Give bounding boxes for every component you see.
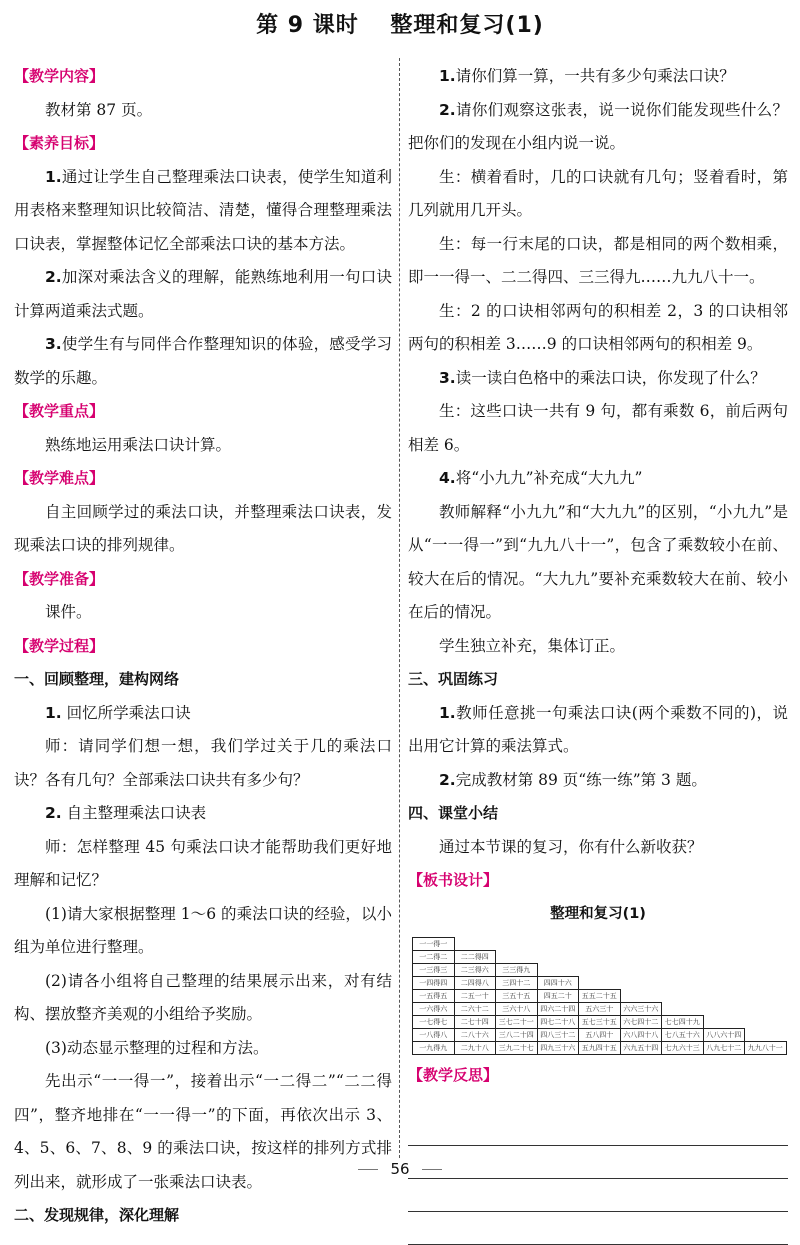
board-cell: 三四十二: [495, 976, 538, 990]
left-column: [14, 60, 392, 1233]
board-cell: 一八得八: [412, 1028, 455, 1042]
question-3: [408, 362, 788, 396]
board-cell: 五八四十: [578, 1028, 621, 1042]
difficulty-text: 自主回顾学过的乘法口诀，并整理乘法口诀表，发现乘法口诀的排列规律。: [14, 502, 392, 554]
step-2-b: (2)请各小组将自己整理的结果展示出来，对有结构、摆放整齐美观的小组给予奖励。: [14, 971, 392, 1023]
section-tag-board: 【板书设计】: [408, 871, 499, 889]
question-4-number: 4.: [439, 469, 456, 487]
exercise-1-text: 教师任意挑一句乘法口诀(两个乘数不同的)，说出用它计算的乘法算式。: [408, 703, 788, 755]
board-cell: 六九五十四: [620, 1041, 663, 1055]
section-tag-reflection: 【教学反思】: [408, 1066, 499, 1084]
board-cell: 三七二十一: [495, 1015, 538, 1029]
board-cell: 八九七十二: [703, 1041, 746, 1055]
summary-text: 通过本节课的复习，你有什么新收获？: [439, 837, 703, 856]
step-2-a: (1)请大家根据整理 1～6 的乘法口诀的经验，以小组为单位进行整理。: [14, 904, 392, 956]
goal-2-number: 2.: [45, 268, 62, 286]
board-cell: 一四得四: [412, 976, 455, 990]
board-cell: 四五二十: [537, 989, 580, 1003]
board-cell: 一一得一: [412, 937, 455, 951]
section-tag-difficulty: 【教学难点】: [14, 469, 105, 487]
key-text: 熟练地运用乘法口诀计算。: [45, 435, 232, 454]
footer-dash: [358, 1169, 378, 1170]
board-cell: 六六三十六: [620, 1002, 663, 1016]
board-cell: 六七四十二: [620, 1015, 663, 1029]
board-cell: 三八二十四: [495, 1028, 538, 1042]
goal-3: [14, 328, 392, 395]
writing-line: [408, 1179, 788, 1212]
board-cell: 三三得九: [495, 963, 538, 977]
board-cell: 五六三十: [578, 1002, 621, 1016]
board-cell: 一三得三: [412, 963, 455, 977]
board-cell: 二三得六: [454, 963, 497, 977]
answer-2: 生：每一行末尾的口诀，都是相同的两个数相乘，即一一得一、二二得四、三三得九……九九八十一。: [408, 234, 788, 286]
board-cell: 三五十五: [495, 989, 538, 1003]
board-cell: 四七二十八: [537, 1015, 580, 1029]
multiplication-table-board: [408, 937, 788, 1057]
goal-1-text: 通过让学生自己整理乘法口诀表，使学生知道利用表格来整理知识比较简洁、清楚，懂得合理整理乘法口诀表，掌握整体记忆全部乘法口诀的基本方法。: [14, 167, 392, 253]
step-2-number: 2.: [45, 804, 62, 822]
exercise-2-number: 2.: [439, 770, 456, 789]
board-cell: 二八十六: [454, 1028, 497, 1042]
section-tag-prep: 【教学准备】: [14, 569, 105, 588]
step-1-heading: [14, 697, 392, 731]
goal-1: [14, 161, 392, 262]
student-practice: 学生独立补充，集体订正。: [439, 636, 626, 655]
board-cell: 八八六十四: [703, 1028, 746, 1042]
section-heading-2: 二、发现规律，深化理解: [14, 1206, 180, 1224]
section-tag-content: 【教学内容】: [14, 67, 105, 85]
content-text: 教材第 87 页。: [45, 100, 153, 119]
question-2-text: 请你们观察这张表，说一说你们能发现些什么？把你们的发现在小组内说一说。: [408, 100, 788, 152]
exercise-1: [408, 697, 788, 764]
footer-dash: [422, 1169, 442, 1170]
question-4: [408, 462, 788, 496]
goal-2-text: 加深对乘法含义的理解，能熟练地利用一句口诀计算两道乘法式题。: [14, 268, 392, 320]
prep-text: 课件。: [45, 603, 92, 621]
step-1-text: 师：请同学们想一想，我们学过关于几的乘法口诀？各有几句？全部乘法口诀共有多少句？: [14, 737, 392, 789]
exercise-1-number: 1.: [439, 703, 456, 722]
question-4-text: 将“小九九”补充成“大九九”: [455, 469, 643, 487]
board-cell: 四四十六: [537, 976, 580, 990]
step-1-title: 回忆所学乘法口诀: [66, 703, 191, 722]
section-tag-key: 【教学重点】: [14, 402, 105, 420]
board-cell: 二五一十: [454, 989, 497, 1003]
board-cell: 一九得九: [412, 1041, 455, 1055]
exercise-2: [408, 764, 788, 798]
section-heading-4: 四、课堂小结: [408, 804, 499, 822]
goal-3-number: 3.: [45, 335, 62, 353]
board-cell: 五九四十五: [578, 1041, 621, 1055]
goal-2: [14, 261, 392, 328]
answer-1: 生：横着看时，几的口诀就有几句；竖着看时，第几列就用几开头。: [408, 167, 788, 219]
board-cell: 五七三十五: [578, 1015, 621, 1029]
column-divider: [399, 58, 400, 1158]
question-1: [408, 60, 788, 94]
board-cell: 二七十四: [454, 1015, 497, 1029]
page-number: 56: [390, 1160, 410, 1178]
goal-1-number: 1.: [45, 167, 62, 186]
writing-line: [408, 1113, 788, 1146]
board-title: 整理和复习(1): [550, 905, 646, 922]
board-cell: 二九十八: [454, 1041, 497, 1055]
board-cell: 五五二十五: [578, 989, 621, 1003]
board-cell: 六八四十八: [620, 1028, 663, 1042]
step-1-number: 1.: [45, 703, 62, 722]
step-2-title: 自主整理乘法口诀表: [66, 804, 207, 822]
board-cell: 二二得四: [454, 950, 497, 964]
board-cell: 七八五十六: [661, 1028, 704, 1042]
step-2-d: 先出示“一一得一”，接着出示“一二得二”“二二得四”，整齐地排在“一一得一”的下面，再依次出示 3、4、5、6、7、8、9 的乘法口诀，按这样的排列方式排列出来，就形成了一张乘法口诀表。: [14, 1072, 392, 1191]
board-cell: 二六十二: [454, 1002, 497, 1016]
section-heading-3: 三、巩固练习: [408, 670, 499, 688]
teacher-explain: 教师解释“小九九”和“大九九”的区别，“小九九”是从“一一得一”到“九九八十一”，包含了乘数较小在前、较大在后的情况。“大九九”要补充乘数较大在前、较小在后的情况。: [408, 502, 788, 621]
right-column: [408, 60, 788, 1245]
goal-3-text: 使学生有与同伴合作整理知识的体验，感受学习数学的乐趣。: [14, 335, 392, 387]
board-cell: 三六十八: [495, 1002, 538, 1016]
section-heading-1: 一、回顾整理，建构网络: [14, 670, 180, 688]
reflection-lines: [408, 1113, 788, 1245]
section-tag-goals: 【素养目标】: [14, 134, 105, 152]
board-cell: 九九八十一: [744, 1041, 787, 1055]
answer-3: 生：2 的口诀相邻两句的积相差 2，3 的口诀相邻两句的积相差 3……9 的口诀相邻两句的积相差 9。: [408, 301, 788, 353]
board-cell: 一五得五: [412, 989, 455, 1003]
step-2-heading: [14, 797, 392, 831]
writing-line: [408, 1212, 788, 1245]
board-cell: 一六得六: [412, 1002, 455, 1016]
board-cell: 七七四十九: [661, 1015, 704, 1029]
board-cell: 七九六十三: [661, 1041, 704, 1055]
board-cell: 四八三十二: [537, 1028, 580, 1042]
page-title: 第 9 课时 整理和复习(1): [256, 13, 544, 38]
question-2-number: 2.: [439, 100, 456, 119]
question-3-text: 读一读白色格中的乘法口诀，你发现了什么？: [455, 368, 766, 387]
step-2-c: (3)动态显示整理的过程和方法。: [45, 1038, 269, 1057]
board-cell: 三九二十七: [495, 1041, 538, 1055]
answer-4: 生：这些口诀一共有 9 句，都有乘数 6，前后两句相差 6。: [408, 402, 788, 454]
section-tag-process: 【教学过程】: [14, 636, 105, 655]
question-1-number: 1.: [439, 67, 456, 85]
step-2-text: 师：怎样整理 45 句乘法口诀才能帮助我们更好地理解和记忆？: [14, 837, 392, 889]
exercise-2-text: 完成教材第 89 页“练一练”第 3 题。: [455, 770, 707, 789]
board-cell: 一二得二: [412, 950, 455, 964]
board-cell: 四九三十六: [537, 1041, 580, 1055]
page-footer: [0, 1160, 800, 1178]
question-1-text: 请你们算一算，一共有多少句乘法口诀？: [455, 67, 735, 85]
board-cell: 二四得八: [454, 976, 497, 990]
board-cell: 四六二十四: [537, 1002, 580, 1016]
question-3-number: 3.: [439, 368, 456, 387]
question-2: [408, 94, 788, 161]
board-cell: 一七得七: [412, 1015, 455, 1029]
